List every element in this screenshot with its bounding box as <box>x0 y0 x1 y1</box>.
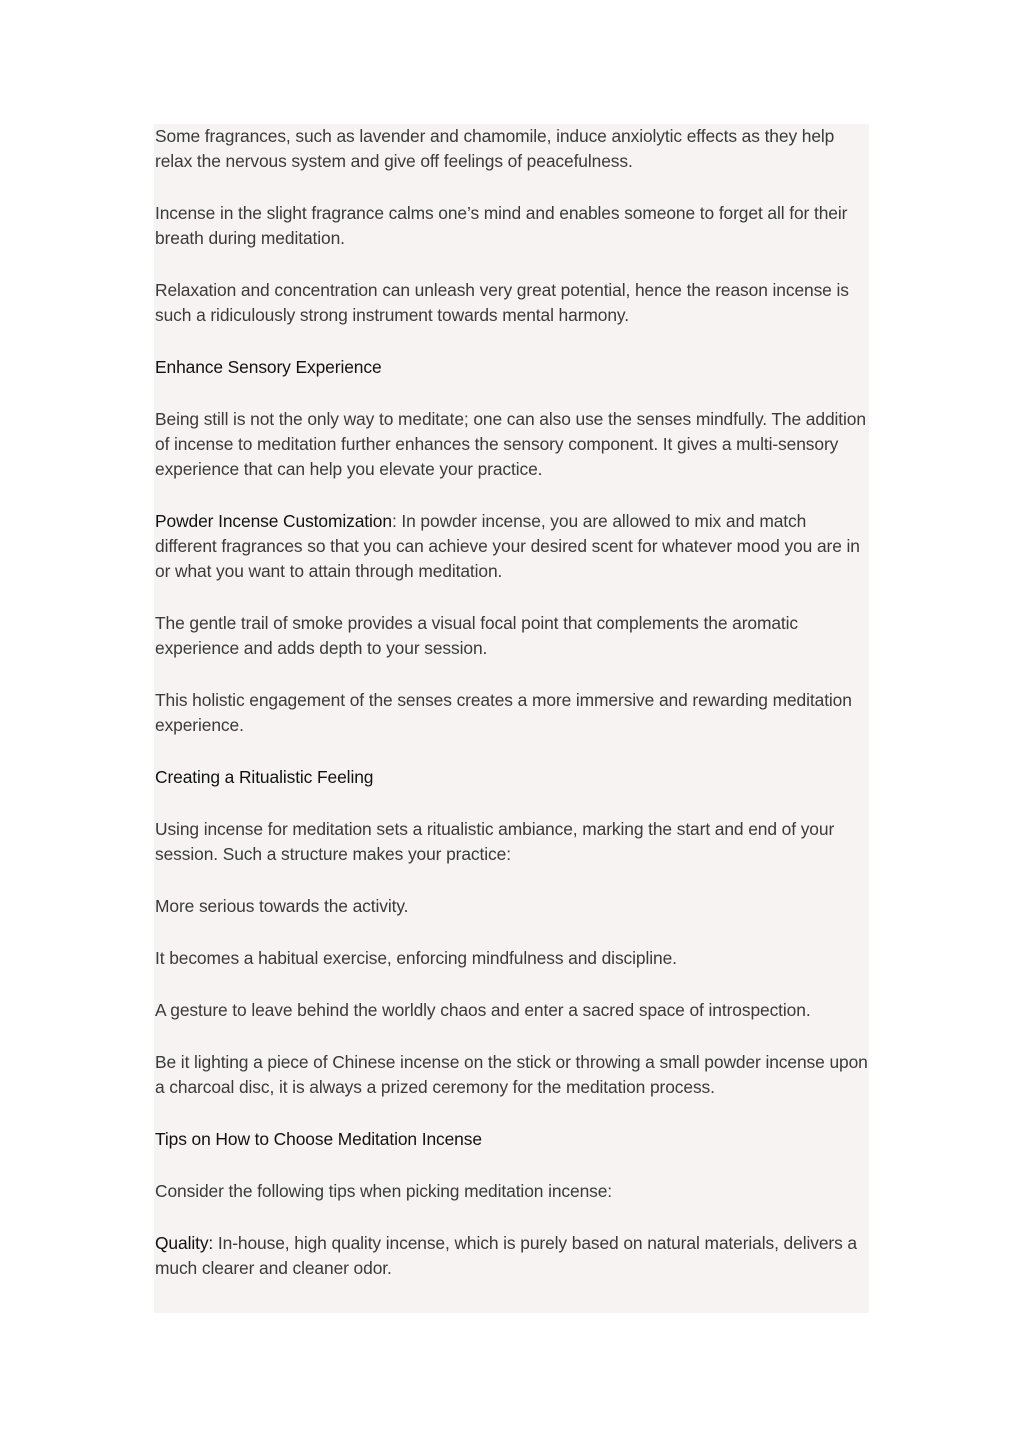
paragraph: Be it lighting a piece of Chinese incense on the stick or throwing a small powder incense upon a charcoal disc, it is always a prized ceremony for the meditation process. <box>155 1052 868 1097</box>
paragraph: Using incense for meditation sets a ritualistic ambiance, marking the start and end of your session. Such a structure makes your practice: <box>155 819 835 864</box>
section-heading: Creating a Ritualistic Feeling <box>155 767 374 787</box>
section-heading: Tips on How to Choose Meditation Incense <box>155 1129 482 1149</box>
paragraph: Consider the following tips when picking meditation incense: <box>155 1181 613 1201</box>
paragraph: Incense in the slight fragrance calms one’s mind and enables someone to forget all for their breath during meditation. <box>155 203 848 248</box>
paragraph <box>155 509 871 584</box>
paragraph: The gentle trail of smoke provides a visual focal point that complements the aromatic experience and adds depth to your session. <box>155 613 799 658</box>
paragraph: It becomes a habitual exercise, enforcing mindfulness and discipline. <box>155 948 677 968</box>
paragraph: A gesture to leave behind the worldly chaos and enter a sacred space of introspection. <box>155 1000 811 1020</box>
paragraph: More serious towards the activity. <box>155 896 409 916</box>
paragraph: Relaxation and concentration can unleash very great potential, hence the reason incense is such a ridiculously strong instrument towards mental harmony. <box>155 280 849 325</box>
paragraph: Being still is not the only way to meditate; one can also use the senses mindfully. The addition of incense to meditation further enhances the sensory component. It gives a multi-sensory experience that can help you elevate your practice. <box>155 409 866 479</box>
paragraph: This holistic engagement of the senses creates a more immersive and rewarding meditation experience. <box>155 690 852 735</box>
section-heading: Enhance Sensory Experience <box>155 357 382 377</box>
paragraph <box>155 1231 871 1281</box>
inline-lead-term: Quality: <box>155 1233 214 1253</box>
inline-body-text: : In powder incense, you are allowed to mix and match different fragrances so that you can achieve your desired scent for whatever mood you are in or what you want to attain through meditation. <box>155 511 860 581</box>
document-body <box>155 124 871 1308</box>
inline-lead-term: Powder Incense Customization <box>155 511 392 531</box>
inline-body-text: In-house, high quality incense, which is purely based on natural materials, delivers a much clearer and cleaner odor. <box>155 1233 857 1278</box>
paragraph: Some fragrances, such as lavender and chamomile, induce anxiolytic effects as they help relax the nervous system and give off feelings of peacefulness. <box>155 126 835 171</box>
